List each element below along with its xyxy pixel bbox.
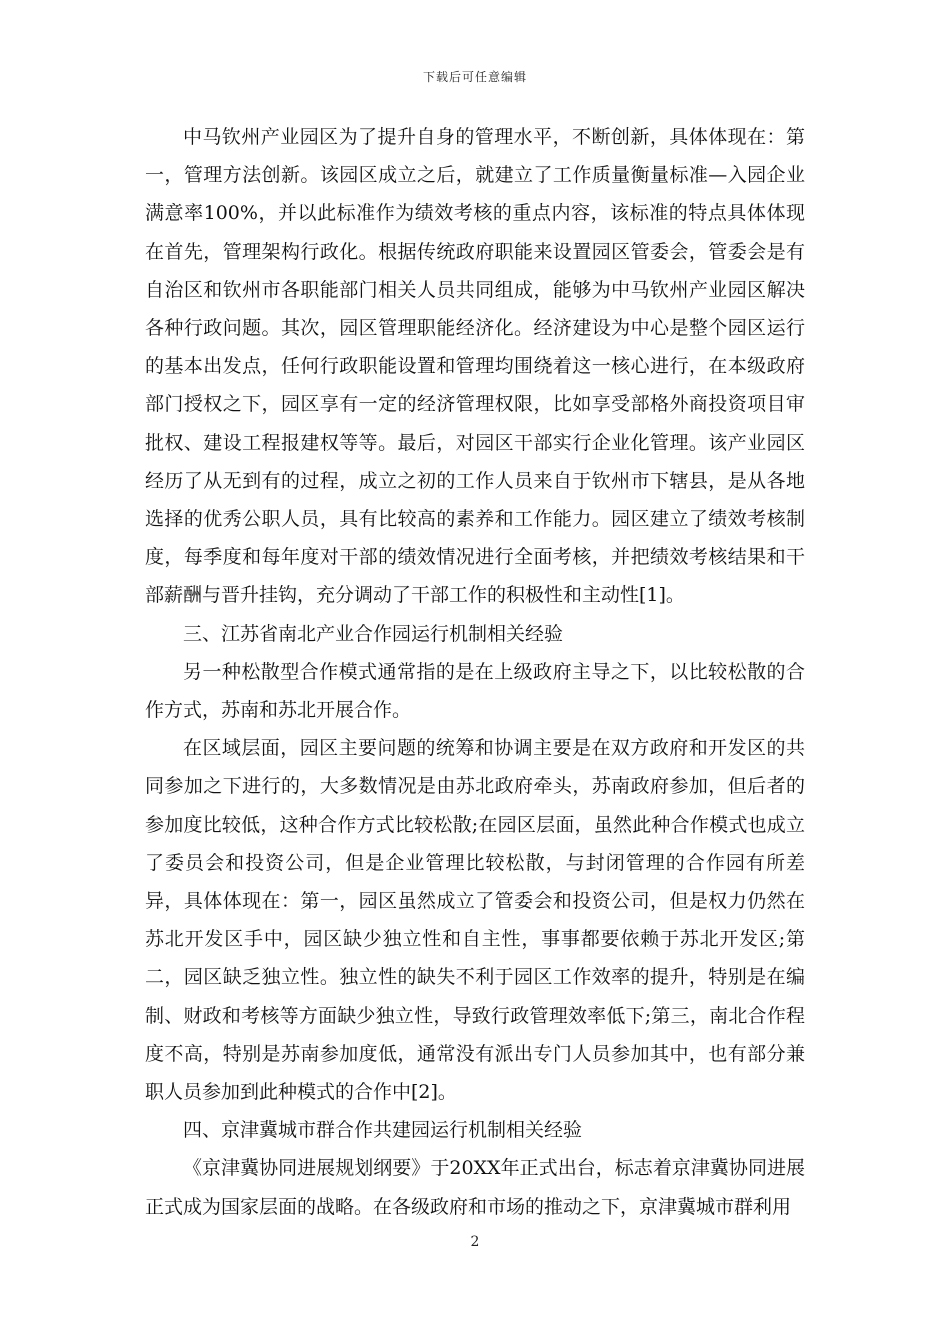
paragraph-regional-level: 在区域层面，园区主要问题的统筹和协调主要是在双方政府和开发区的共同参加之下进行的，大多数情况是由苏北政府牵头，苏南政府参加，但后者的参加度比较低，这种合作方式比较松散;在园区层面，虽然此种合作模式也成立了委员会和投资公司，但是企业管理比较松散，与封闭管理的合作园有所差异，具体体现在：第一，园区虽然成立了管委会和投资公司，但是权力仍然在苏北开发区手中，园区缺少独立性和自主性，事事都要依赖于苏北开发区;第二，园区缺乏独立性。独立性的缺失不利于园区工作效率的提升，特别是在编制、财政和考核等方面缺少独立性，导致行政管理效率低下;第三，南北合作程度不高，特别是苏南参加度低，通常没有派出专门人员参加其中，也有部分兼职人员参加到此种模式的合作中[2]。 — [145, 737, 805, 1104]
page-number: 2 — [470, 1234, 480, 1250]
paragraph-jingjinji-plan: 《京津冀协同进展规划纲要》于20XX年正式出台，标志着京津冀协同进展正式成为国家层面的战略。在各级政府和市场的推动之下，京津冀城市群利用 — [145, 1157, 805, 1218]
document-body — [145, 118, 805, 1226]
paragraph-management-innovation: 中马钦州产业园区为了提升自身的管理水平，不断创新，具体体现在：第一，管理方法创新。该园区成立之后，就建立了工作质量衡量标准—入园企业满意率100%，并以此标准作为绩效考核的重点内容，该标准的特点具体体现在首先，管理架构行政化。根据传统政府职能来设置园区管委会，管委会是有自治区和钦州市各职能部门相关人员共同组成，能够为中马钦州产业园区解决各种行政问题。其次，园区管理职能经济化。经济建设为中心是整个园区运行的基本出发点，任何行政职能设置和管理均围绕着这一核心进行，在本级政府部门授权之下，园区享有一定的经济管理权限，比如享受部格外商投资项目审批权、建设工程报建权等等。最后，对园区干部实行企业化管理。该产业园区经历了从无到有的过程，成立之初的工作人员来自于钦州市下辖县，是从各地选择的优秀公职人员，具有比较高的素养和工作能力。园区建立了绩效考核制度，每季度和每年度对干部的绩效情况进行全面考核，并把绩效考核结果和干部薪酬与晋升挂钩，充分调动了干部工作的积极性和主动性[1]。 — [145, 126, 805, 607]
section-heading-jingjinji: 四、京津冀城市群合作共建园运行机制相关经验 — [183, 1119, 583, 1142]
paragraph-loose-cooperation: 另一种松散型合作模式通常指的是在上级政府主导之下，以比较松散的合作方式，苏南和苏北开展合作。 — [145, 660, 805, 722]
section-heading-jiangsu: 三、江苏省南北产业合作园运行机制相关经验 — [183, 622, 564, 645]
page-header: 下载后可任意编辑 — [422, 70, 527, 84]
